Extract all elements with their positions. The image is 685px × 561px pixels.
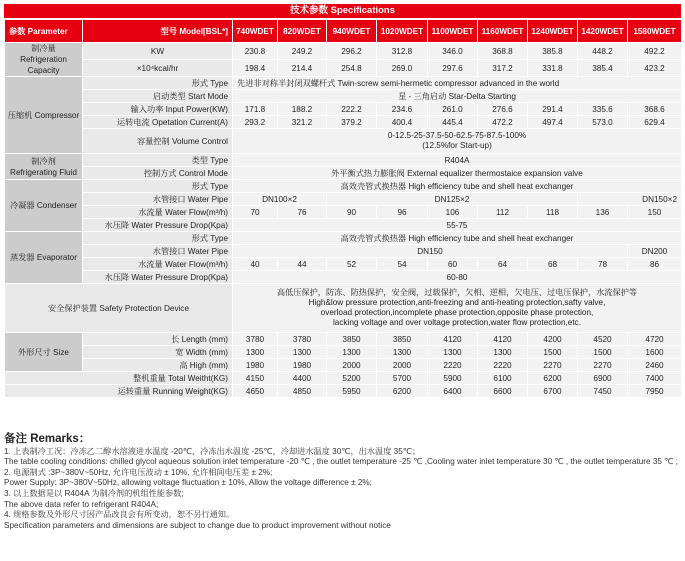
table-cell: 4720 xyxy=(628,333,682,346)
table-cell: 3780 xyxy=(233,333,278,346)
table-cell: 高效壳管式换热器 High efficiency tube and shell heat exchanger xyxy=(233,180,682,193)
table-cell: 335.6 xyxy=(578,103,628,116)
evaporator-drop-row xyxy=(5,271,682,284)
row-label: 运转重量 Running Weight(KG) xyxy=(5,385,233,398)
table-cell: 222.2 xyxy=(327,103,377,116)
row-label: 宽 Width (mm) xyxy=(83,346,233,359)
safety-line: overload protection,incomplete phase protection,opposite phase protection, xyxy=(320,308,594,317)
row-label: 容量控制 Volume Control xyxy=(83,129,233,154)
table-cell: 1300 xyxy=(377,346,428,359)
evaporator-type-row xyxy=(5,232,682,245)
model-col-header: 1160WDET xyxy=(478,20,528,43)
compressor-type-row xyxy=(5,77,682,90)
remark-line: Power Supply: 3P~380V~50Hz, allowing voltage fluctuation ± 10%, Allow the voltage difference ± 2%; xyxy=(4,478,372,488)
table-cell: 5950 xyxy=(327,385,377,398)
table-cell: 385.8 xyxy=(528,43,578,60)
row-label: 长 Length (mm) xyxy=(83,333,233,346)
remark-line: 1. 上表制冷工况：冷冻乙二醇水溶液进水温度 -20℃，冷冻出水温度 -25℃，冷却进水温度 30℃，出水温度 35℃； xyxy=(4,446,421,456)
size-length-row xyxy=(5,333,682,346)
table-cell: 2220 xyxy=(428,359,478,372)
table-cell: 86 xyxy=(628,258,682,271)
table-cell: 573.0 xyxy=(578,116,628,129)
table-cell: DN150 xyxy=(233,245,628,258)
condenser-pipe-row xyxy=(5,193,682,206)
table-cell: 150 xyxy=(628,206,682,219)
size-group-label: 外形尺寸 Size xyxy=(5,333,83,372)
row-label: 类型 Type xyxy=(83,154,233,167)
table-cell: 5200 xyxy=(327,372,377,385)
row-label: 整机重量 Total Weitht(KG) xyxy=(5,372,233,385)
condenser-type-row xyxy=(5,180,682,193)
table-cell: 1980 xyxy=(278,359,327,372)
table-cell: 4200 xyxy=(528,333,578,346)
evaporator-flow-row xyxy=(5,258,682,271)
refrigerant-group-label: 制冷剂 Refrigerating Fluid xyxy=(5,154,83,180)
row-label: 启动类型 Start Mode xyxy=(83,90,233,103)
table-cell: 6900 xyxy=(578,372,628,385)
table-cell: 54 xyxy=(377,258,428,271)
table-cell: 1300 xyxy=(478,346,528,359)
capacity-kw-row xyxy=(5,43,682,60)
table-cell: 106 xyxy=(428,206,478,219)
table-cell: 6200 xyxy=(528,372,578,385)
table-cell: 234.6 xyxy=(377,103,428,116)
refrigerant-type-row xyxy=(5,154,682,167)
table-cell: 7450 xyxy=(578,385,628,398)
volume-control-steps: 0-12.5-25-37.5-50-62.5-75-87.5-100% xyxy=(387,131,527,140)
safety-row xyxy=(5,284,682,333)
table-cell: 188.2 xyxy=(278,103,327,116)
remark-line: The table cooling conditions: chilled glycol aqueous solution inlet temperature -20 ℃ , the outlet temperature -25 ℃ ,Cooling water inlet temperature 30 ℃ , the outlet temperature 35 ℃ ; xyxy=(4,457,678,467)
table-cell: 1300 xyxy=(278,346,327,359)
capacity-kcal-row xyxy=(5,60,682,77)
compressor-start-row xyxy=(5,90,682,103)
table-cell: 112 xyxy=(478,206,528,219)
evaporator-group-label: 蒸发器 Evaporator xyxy=(5,232,83,284)
row-label: 水压降 Water Pressure Drop(Kpa) xyxy=(83,219,233,232)
table-cell: 1600 xyxy=(628,346,682,359)
table-cell: 7400 xyxy=(628,372,682,385)
table-cell: 1500 xyxy=(578,346,628,359)
table-cell: 321.2 xyxy=(278,116,327,129)
table-cell: DN200 xyxy=(628,245,682,258)
size-height-row xyxy=(5,359,682,372)
table-cell: 2460 xyxy=(628,359,682,372)
capacity-kw-unit: KW xyxy=(83,43,233,60)
model-col-header: 940WDET xyxy=(327,20,377,43)
table-cell: 293.2 xyxy=(233,116,278,129)
row-label: 水管接口 Water Pipe xyxy=(83,245,233,258)
safety-line: 高低压保护，防冻、防热保护，安全阀，过载保护，欠相、逆相，欠电压、过电压保护，水流保护等 xyxy=(276,288,638,297)
row-label: 水管接口 Water Pipe xyxy=(83,193,233,206)
table-cell: 外平衡式热力膨胀阀 External equalizer thermostaice expansion valve xyxy=(233,167,682,180)
table-cell: DN100×2 xyxy=(233,193,327,206)
table-cell: DN150×2 xyxy=(578,193,682,206)
table-cell: 1500 xyxy=(528,346,578,359)
row-label: 高 High (mm) xyxy=(83,359,233,372)
header-row xyxy=(5,20,682,43)
evaporator-pipe-row xyxy=(5,245,682,258)
table-cell: 1300 xyxy=(428,346,478,359)
row-label: 水流量 Water Flow(m³/h) xyxy=(83,206,233,219)
table-cell: 6700 xyxy=(528,385,578,398)
table-cell: 4650 xyxy=(233,385,278,398)
capacity-kcal-unit: ×10⁴kcal/hr xyxy=(83,60,233,77)
table-cell: 68 xyxy=(528,258,578,271)
row-label: 控制方式 Control Mode xyxy=(83,167,233,180)
table-cell: 368.6 xyxy=(628,103,682,116)
table-cell: 4520 xyxy=(578,333,628,346)
remark-line: The above data refer to refrigerant R404A; xyxy=(4,499,159,509)
table-cell: 2220 xyxy=(478,359,528,372)
table-cell: 1980 xyxy=(233,359,278,372)
table-cell: 3850 xyxy=(327,333,377,346)
safety-value xyxy=(233,284,682,333)
table-cell: 76 xyxy=(278,206,327,219)
table-cell: 492.2 xyxy=(628,43,682,60)
table-cell: 70 xyxy=(233,206,278,219)
table-cell: 249.2 xyxy=(278,43,327,60)
table-cell: 7950 xyxy=(628,385,682,398)
table-cell: 52 xyxy=(327,258,377,271)
table-cell: 296.2 xyxy=(327,43,377,60)
table-cell: 171.8 xyxy=(233,103,278,116)
remarks-section xyxy=(4,434,681,531)
table-cell: 317.2 xyxy=(478,60,528,77)
table-cell: 448.2 xyxy=(578,43,628,60)
remark-line: 4. 规格参数及外形尺寸因产品改良会有所变动，恕不另行通知。 xyxy=(4,510,235,520)
table-cell: 198.4 xyxy=(233,60,278,77)
page-title: 技术参数 Specifications xyxy=(4,4,681,18)
table-cell: 118 xyxy=(528,206,578,219)
table-cell: 331.8 xyxy=(528,60,578,77)
table-cell: 96 xyxy=(377,206,428,219)
table-cell: 230.8 xyxy=(233,43,278,60)
row-label: 形式 Type xyxy=(83,180,233,193)
condenser-flow-row xyxy=(5,206,682,219)
table-cell: 4120 xyxy=(428,333,478,346)
table-cell: 1300 xyxy=(327,346,377,359)
table-cell: 60-80 xyxy=(233,271,682,284)
compressor-power-row xyxy=(5,103,682,116)
table-cell: 3850 xyxy=(377,333,428,346)
table-cell: 2000 xyxy=(327,359,377,372)
table-cell: 40 xyxy=(233,258,278,271)
row-label: 水流量 Water Flow(m³/h) xyxy=(83,258,233,271)
table-cell: 90 xyxy=(327,206,377,219)
remark-line: Specification parameters and dimensions are subject to change due to product improvement without notice xyxy=(4,520,391,530)
model-col-header: 1420WDET xyxy=(578,20,628,43)
table-cell: 497.4 xyxy=(528,116,578,129)
condenser-drop-row xyxy=(5,219,682,232)
row-label: 水压降 Water Pressure Drop(Kpa) xyxy=(83,271,233,284)
table-cell: 6600 xyxy=(478,385,528,398)
table-cell: 629.4 xyxy=(628,116,682,129)
row-label: 安全保护装置 Safety Protection Device xyxy=(5,284,233,333)
safety-line: High&low pressure protection,anti-freezing and anti-heating protection,safty valve, xyxy=(308,298,606,307)
table-cell: 385.4 xyxy=(578,60,628,77)
table-cell: 136 xyxy=(578,206,628,219)
table-cell: 346.0 xyxy=(428,43,478,60)
table-cell: 4150 xyxy=(233,372,278,385)
table-cell: 高效壳管式换热器 High efficiency tube and shell heat exchanger xyxy=(233,232,682,245)
table-cell: 4120 xyxy=(478,333,528,346)
model-header: 型号 Model[BSL*] xyxy=(83,20,233,43)
table-cell: 60 xyxy=(428,258,478,271)
table-cell: 276.6 xyxy=(478,103,528,116)
row-label: 形式 Type xyxy=(83,77,233,90)
row-label: 运转电流 Opetation Current(A) xyxy=(83,116,233,129)
table-cell: 261.0 xyxy=(428,103,478,116)
param-header: 参数 Parameter xyxy=(5,20,83,43)
table-cell: 64 xyxy=(478,258,528,271)
table-cell: 2270 xyxy=(528,359,578,372)
table-cell: 6400 xyxy=(428,385,478,398)
volume-control-note: (12.5%for Start-up) xyxy=(422,141,492,150)
table-cell: 55-75 xyxy=(233,219,682,232)
total-weight-row xyxy=(5,372,682,385)
table-cell: DN125×2 xyxy=(327,193,578,206)
table-cell: 291.4 xyxy=(528,103,578,116)
compressor-volume-row xyxy=(5,129,682,154)
table-cell: 214.4 xyxy=(278,60,327,77)
table-cell: R404A xyxy=(233,154,682,167)
table-cell: 368.8 xyxy=(478,43,528,60)
model-col-header: 1580WDET xyxy=(628,20,682,43)
table-cell: 472.2 xyxy=(478,116,528,129)
table-cell: 3780 xyxy=(278,333,327,346)
model-col-header: 1240WDET xyxy=(528,20,578,43)
table-cell: 44 xyxy=(278,258,327,271)
table-cell: 2000 xyxy=(377,359,428,372)
table-cell: 5900 xyxy=(428,372,478,385)
model-col-header: 820WDET xyxy=(278,20,327,43)
row-label: 输入功率 Input Power(KW) xyxy=(83,103,233,116)
safety-line: lacking voltage and over voltage protection,water flow protection,etc. xyxy=(332,318,582,327)
table-cell: 6100 xyxy=(478,372,528,385)
running-weight-row xyxy=(5,385,682,398)
table-cell: 269.0 xyxy=(377,60,428,77)
table-cell: 400.4 xyxy=(377,116,428,129)
model-col-header: 740WDET xyxy=(233,20,278,43)
table-cell: 6200 xyxy=(377,385,428,398)
remarks-title: 备注 Remarks： xyxy=(4,433,91,445)
spec-table xyxy=(4,19,682,398)
table-cell: 4850 xyxy=(278,385,327,398)
model-col-header: 1020WDET xyxy=(377,20,428,43)
table-cell: 312.8 xyxy=(377,43,428,60)
model-col-header: 1100WDET xyxy=(428,20,478,43)
table-cell: 星 - 三角启动 Star-Delta Starting xyxy=(233,90,682,103)
table-cell: 2270 xyxy=(578,359,628,372)
table-cell: 78 xyxy=(578,258,628,271)
table-cell: 297.6 xyxy=(428,60,478,77)
table-cell: 5700 xyxy=(377,372,428,385)
table-cell: 4400 xyxy=(278,372,327,385)
table-cell: 先进非对称半封闭双螺杆式 Twin-screw semi-hermetic compressor advanced in the world xyxy=(233,77,682,90)
table-cell: 254.8 xyxy=(327,60,377,77)
compressor-group-label: 压缩机 Compressor xyxy=(5,77,83,154)
table-cell: 1300 xyxy=(233,346,278,359)
remark-line: 3. 以上数据是以 R404A 为制冷剂的机组性能参数; xyxy=(4,488,184,498)
table-cell: 445.4 xyxy=(428,116,478,129)
volume-control-value xyxy=(233,129,682,154)
compressor-current-row xyxy=(5,116,682,129)
size-width-row xyxy=(5,346,682,359)
row-label: 形式 Type xyxy=(83,232,233,245)
condenser-group-label: 冷凝器 Condenser xyxy=(5,180,83,232)
remark-line: 2. 电源制式 :3P~380V~50Hz, 允许电压波动 ± 10%, 允许相间电压差 ± 2%; xyxy=(4,467,273,477)
refrigerant-control-row xyxy=(5,167,682,180)
table-cell: 423.2 xyxy=(628,60,682,77)
table-cell: 379.2 xyxy=(327,116,377,129)
capacity-group-label: 制冷量 Refrigeration Capacity xyxy=(5,43,83,77)
